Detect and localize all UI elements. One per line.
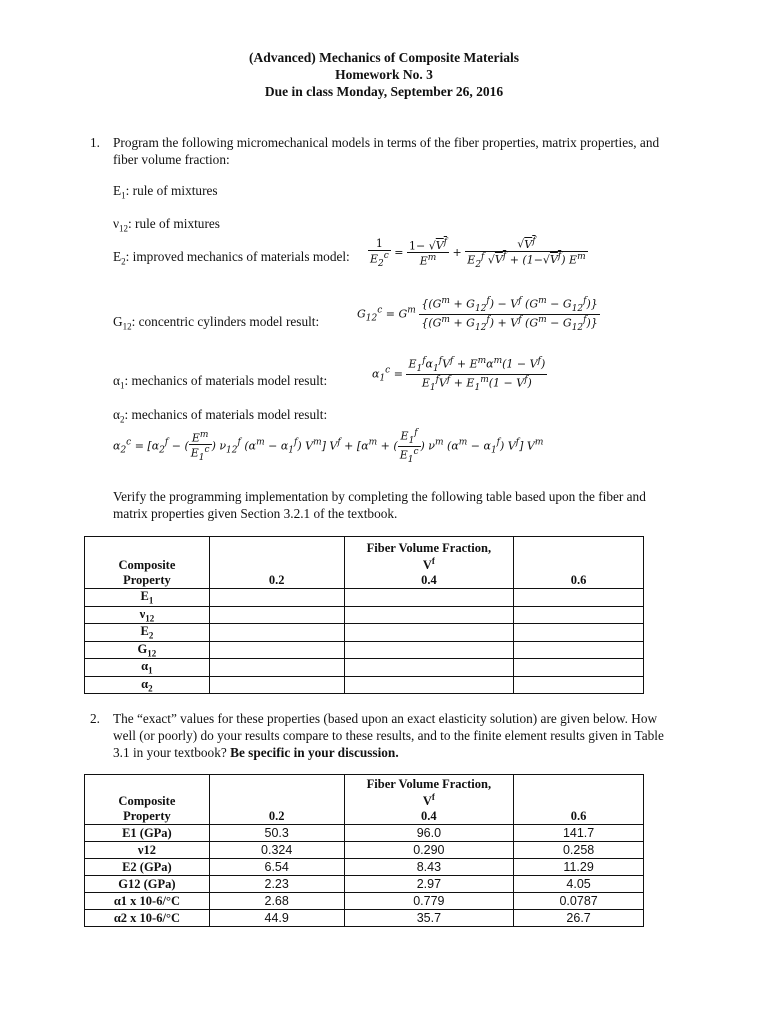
t2-cell: 0.0787 xyxy=(514,893,644,910)
a1-text: : mechanics of materials model result: xyxy=(124,373,328,388)
table-row xyxy=(85,842,644,859)
t1-row-label: $\nu_{12}$ xyxy=(85,606,210,624)
t1-col-2: 0.6 xyxy=(514,537,644,589)
t1-cell[interactable] xyxy=(344,624,514,642)
t1-cell[interactable] xyxy=(514,659,644,677)
q2-line3 xyxy=(113,744,399,761)
t1-cell[interactable] xyxy=(514,606,644,624)
e1-label: E xyxy=(113,183,122,198)
t2-cell: 0.779 xyxy=(344,893,514,910)
t2-cell: 35.7 xyxy=(344,910,514,927)
t1-cell[interactable] xyxy=(514,641,644,659)
table2-header-row xyxy=(85,775,644,825)
t2-cell: 0.258 xyxy=(514,842,644,859)
t2-cell: 6.54 xyxy=(209,859,344,876)
t1-cell[interactable] xyxy=(344,641,514,659)
e1-text: : rule of mixtures xyxy=(125,183,218,198)
t2-prop-line2: Property xyxy=(123,809,171,823)
table2-header-property xyxy=(85,775,210,825)
homework-number: Homework No. 3 xyxy=(335,67,433,82)
t2-prop-line1: Composite xyxy=(118,794,176,808)
t2-col-0: 0.2 xyxy=(209,775,344,825)
verify-line1: Verify the programming implementation by completing the following table based upon the fiber and xyxy=(113,489,646,504)
t2-fvf-line1: Fiber Volume Fraction, xyxy=(366,776,492,791)
t1-cell[interactable] xyxy=(209,676,344,694)
v12-text: : rule of mixtures xyxy=(128,216,220,231)
t2-row-label: G12 (GPa) xyxy=(85,876,210,893)
table-row xyxy=(85,910,644,927)
e1-item: $E_1$: rule of mixtures xyxy=(113,183,218,201)
t1-cell[interactable] xyxy=(209,606,344,624)
q1-number: 1. xyxy=(90,135,100,150)
t2-cell: 44.9 xyxy=(209,910,344,927)
verify-line2: matrix properties given Section 3.2.1 of the textbook. xyxy=(113,506,398,521)
g12-text: : concentric cylinders model result: xyxy=(131,314,320,329)
t1-row-label: $E_1$ xyxy=(85,589,210,607)
t1-cell[interactable] xyxy=(514,624,644,642)
t2-cell: 50.3 xyxy=(209,825,344,842)
t2-col-1-value: 0.4 xyxy=(421,809,437,823)
table2 xyxy=(84,774,644,927)
table-row xyxy=(85,676,644,694)
a2-text: : mechanics of materials model result: xyxy=(124,407,328,422)
g12-formula: $G_{12}^c = G^m$ $\frac{\{(G^m + G_{12}^f) - V^f (G^m - G_{12}^f)\}}{\{(G^m + G_{12}^f) + V^f (G^m - G_{12}^f)\}}$ xyxy=(357,296,598,333)
t2-fvf-line2: $V^f$ xyxy=(422,791,435,808)
t1-col-0: 0.2 xyxy=(209,537,344,589)
t1-cell[interactable] xyxy=(209,659,344,677)
table-row xyxy=(85,589,644,607)
table-row xyxy=(85,624,644,642)
t1-cell[interactable] xyxy=(344,676,514,694)
table-row xyxy=(85,641,644,659)
t2-cell: 4.05 xyxy=(514,876,644,893)
alpha2-formula: $\alpha_2^c = [\alpha_2^f$ − ( $\frac{E^m}{E_1^c}$ ) $\nu_{12}^f$ $(\alpha^m - \alpha_1^f)$ $V^m$] $V^f + [\alpha^m$ + ( $\frac{E_1^f}{E_1^c}$ ) $\nu^m$ $(\alpha^m - \alpha_1^f)$ $V^f$] $V^m$ xyxy=(113,428,544,465)
t2-cell: 8.43 xyxy=(344,859,514,876)
t1-cell[interactable] xyxy=(209,641,344,659)
v12-item: $\nu_{12}$: rule of mixtures xyxy=(113,216,220,234)
t2-col-1 xyxy=(344,775,514,825)
q2-line3-b: Be specific in your discussion. xyxy=(230,745,399,760)
doc-title: (Advanced) Mechanics of Composite Materials xyxy=(249,50,519,65)
t1-row-label: $E_2$ xyxy=(85,624,210,642)
t2-cell: 96.0 xyxy=(344,825,514,842)
g12-item: $G_{12}$: concentric cylinders model result: xyxy=(113,314,320,332)
t2-cell: 26.7 xyxy=(514,910,644,927)
alpha1-formula: $\alpha_1^c$ = $\frac{E_1^f\alpha_1^fV^f + E^m\alpha^m(1 - V^f)}{E_1^fV^f + E_1^m(1 - V^f)}$ xyxy=(372,356,546,393)
q2-number: 2. xyxy=(90,711,100,726)
e2-text: : improved mechanics of materials model: xyxy=(125,249,350,264)
t1-cell[interactable] xyxy=(514,676,644,694)
a2-item: $\alpha_2$: mechanics of materials model result: xyxy=(113,407,328,425)
t1-cell[interactable] xyxy=(344,589,514,607)
t1-cell[interactable] xyxy=(209,589,344,607)
t1-prop-line1: Composite xyxy=(118,558,176,572)
table1-header-row xyxy=(85,537,644,589)
t2-cell: 2.23 xyxy=(209,876,344,893)
t2-cell: 11.29 xyxy=(514,859,644,876)
table-row xyxy=(85,876,644,893)
table-row xyxy=(85,893,644,910)
t1-cell[interactable] xyxy=(344,659,514,677)
a1-item: $\alpha_1$: mechanics of materials model result: xyxy=(113,373,328,391)
t2-row-label: E2 (GPa) xyxy=(85,859,210,876)
e2-item: $E_2$: improved mechanics of materials model: xyxy=(113,249,350,267)
t2-row-label: α2 x 10-6/°C xyxy=(85,910,210,927)
t2-cell: 141.7 xyxy=(514,825,644,842)
t2-row-label: E1 (GPa) xyxy=(85,825,210,842)
q2-line1: The “exact” values for these properties (based upon an exact elasticity solution) are given below. How xyxy=(113,711,658,726)
t1-cell[interactable] xyxy=(514,589,644,607)
q2-line3-a: 3.1 in your textbook? xyxy=(113,745,231,760)
table1 xyxy=(84,536,644,694)
a1-label: α xyxy=(113,373,120,388)
t1-row-label: $\alpha_2$ xyxy=(85,676,210,694)
t1-row-label: $G_{12}$ xyxy=(85,641,210,659)
q1-text-line1: Program the following micromechanical models in terms of the fiber properties, matrix properties, and xyxy=(113,135,660,150)
t2-row-label: α1 x 10-6/°C xyxy=(85,893,210,910)
t1-prop-line2: Property xyxy=(123,573,171,587)
t1-col-1 xyxy=(344,537,514,589)
table-row xyxy=(85,859,644,876)
q2-line2: well (or poorly) do your results compare to these results, and to the finite element results given in Table xyxy=(113,728,664,743)
t1-fvf-line2: $V^f$ xyxy=(422,555,435,572)
a2-label: α xyxy=(113,407,120,422)
e2-label: E xyxy=(113,249,122,264)
t2-row-label: ν12 xyxy=(85,842,210,859)
table-row xyxy=(85,825,644,842)
t1-cell[interactable] xyxy=(209,624,344,642)
g12-label: G xyxy=(113,314,123,329)
e2-formula: $\frac{1}{E_2^c}$ = $\frac{1- √V^f}{E^m}$ + $\frac{√V^f}{E_2^f √V^f + (1-√V^f) E^m}$ xyxy=(370,236,586,270)
t2-cell: 2.97 xyxy=(344,876,514,893)
v12-label: ν xyxy=(113,216,120,231)
table1-header-property xyxy=(85,537,210,589)
due-date: Due in class Monday, September 26, 2016 xyxy=(264,84,504,99)
t1-col-1-value: 0.4 xyxy=(421,573,437,587)
t2-col-2: 0.6 xyxy=(514,775,644,825)
t2-cell: 2.68 xyxy=(209,893,344,910)
table-row xyxy=(85,659,644,677)
t1-fvf-line1: Fiber Volume Fraction, xyxy=(366,540,492,555)
table-row xyxy=(85,606,644,624)
t2-cell: 0.324 xyxy=(209,842,344,859)
q1-text-line2: fiber volume fraction: xyxy=(113,152,230,167)
t1-cell[interactable] xyxy=(344,606,514,624)
t2-cell: 0.290 xyxy=(344,842,514,859)
t1-row-label: $\alpha_1$ xyxy=(85,659,210,677)
